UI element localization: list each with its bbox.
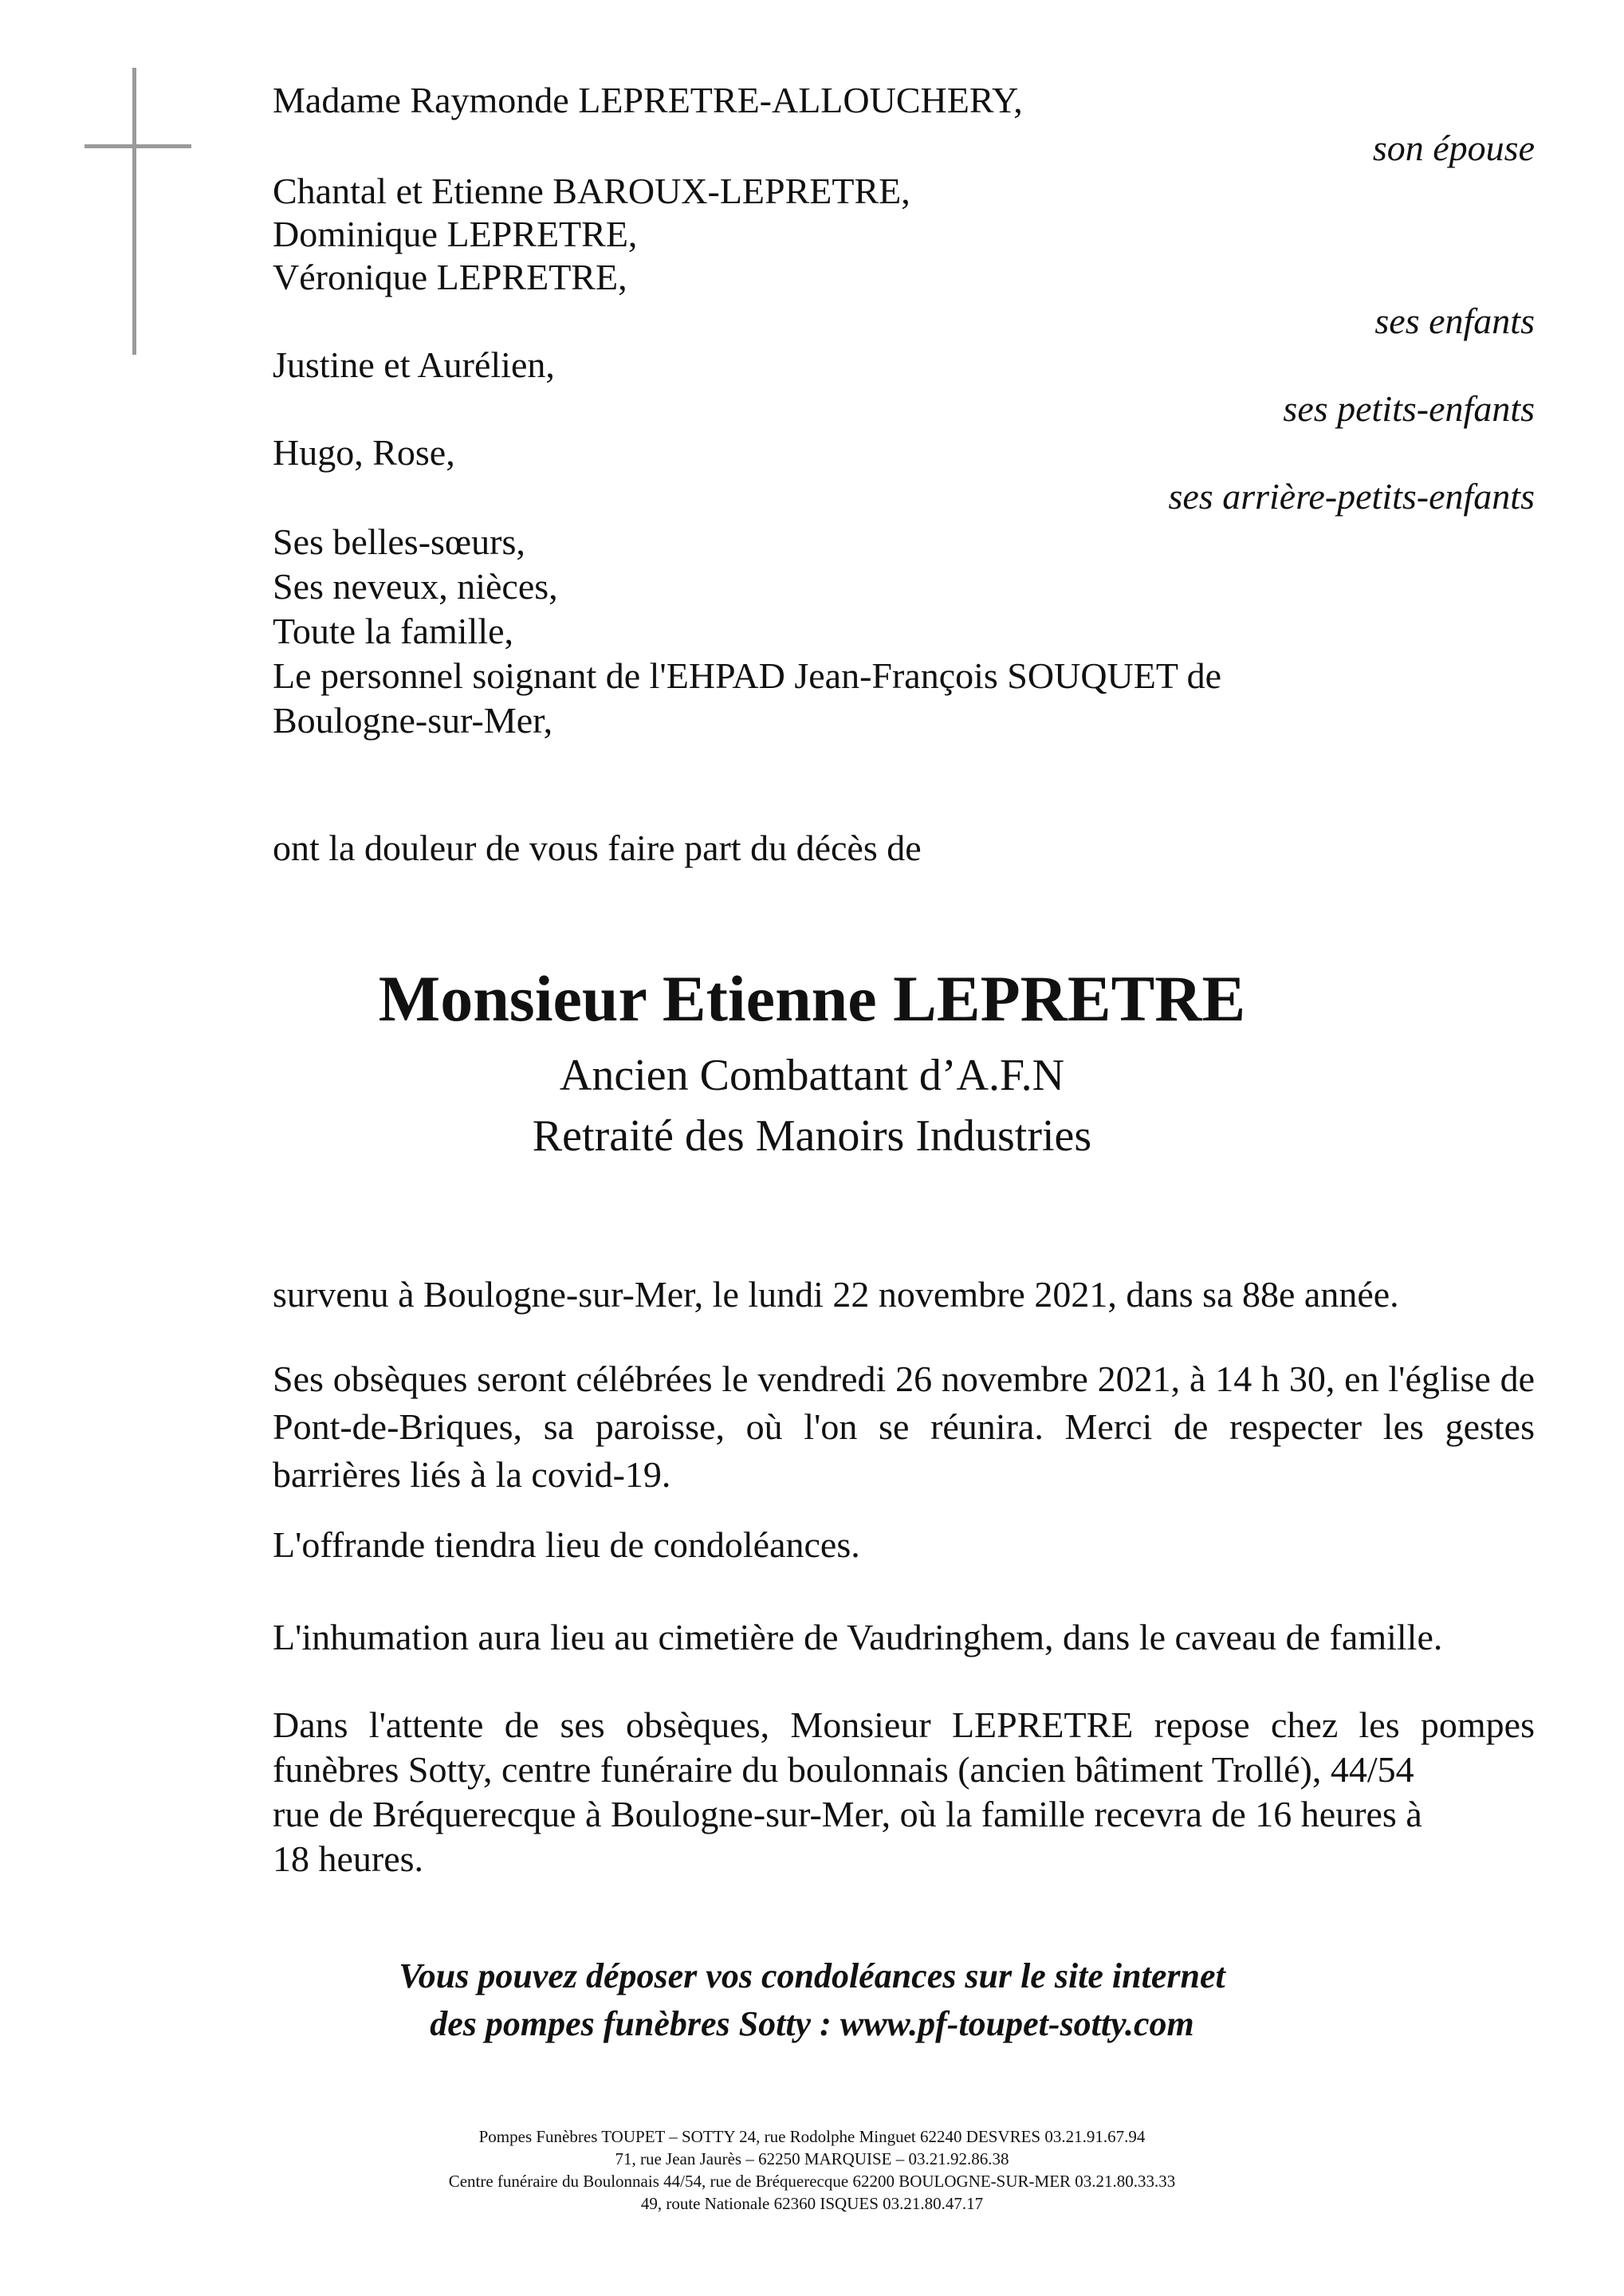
child-name: Véronique LEPRETRE, (273, 257, 627, 297)
cross-icon-bar (85, 144, 191, 148)
death-date-paragraph: survenu à Boulogne-sur-Mer, le lundi 22 novembre 2021, dans sa 88e année. (273, 1274, 1399, 1315)
family-line: Boulogne-sur-Mer, (273, 700, 553, 741)
resting-paragraph-line: 18 heures. (273, 1838, 424, 1879)
burial-paragraph: L'inhumation aura lieu au cimetière de Vaudringhem, dans le caveau de famille. (273, 1617, 1443, 1657)
footer-address-line: Pompes Funèbres TOUPET – SOTTY 24, rue Rodolphe Minguet 62240 DESVRES 03.21.91.67.94 (478, 2127, 1146, 2146)
child-name: Chantal et Etienne BAROUX-LEPRETRE, (273, 171, 910, 211)
resting-paragraph-line: funèbres Sotty, centre funéraire du boulonnais (ancien bâtiment Trollé), 44/54 (273, 1749, 1414, 1790)
relation-children: ses enfants (1374, 301, 1535, 341)
family-line: Le personnel soignant de l'EHPAD Jean-François SOUQUET de (273, 655, 1222, 696)
family-line: Ses belles-sœurs, (273, 521, 525, 562)
deceased-subtitle-veteran: Ancien Combattant d’A.F.N (559, 1051, 1065, 1100)
deceased-subtitle-retired: Retraité des Manoirs Industries (532, 1111, 1092, 1161)
footer-address-line: 71, rue Jean Jaurès – 62250 MARQUISE – 03.21.92.86.38 (615, 2149, 1009, 2168)
funeral-paragraph: Ses obsèques seront célébrées le vendredi 26 novembre 2021, à 14 h 30, en l'église de Pont-de-Briques, sa paroisse, où l'on se réunira. Merci de respecter les gestes barrières liés à la covid-19. (273, 1358, 1535, 1495)
resting-paragraph-line: rue de Bréquerecque à Boulogne-sur-Mer, où la famille recevra de 16 heures à (273, 1794, 1422, 1834)
relation-spouse: son épouse (1372, 128, 1535, 168)
cross-icon (132, 68, 136, 355)
grandchildren-names: Justine et Aurélien, (273, 344, 555, 385)
footer-address-line: Centre funéraire du Boulonnais 44/54, rue de Bréquerecque 62200 BOULOGNE-SUR-MER 03.21.80.33.33 (448, 2172, 1176, 2191)
condolences-cta-line1: Vous pouvez déposer vos condoléances sur le site internet (399, 1956, 1225, 1995)
resting-paragraph-line: Dans l'attente de ses obsèques, Monsieur LEPRETRE repose chez les pompes (273, 1704, 1535, 1745)
great-grandchildren-names: Hugo, Rose, (273, 432, 455, 473)
condolences-cta-line2: des pompes funèbres Sotty : www.pf-toupet-sotty.com (430, 2004, 1194, 2043)
footer-address-line: 49, route Nationale 62360 ISQUES 03.21.80.47.17 (640, 2194, 984, 2213)
family-line: Toute la famille, (273, 611, 514, 651)
family-line: Ses neveux, nièces, (273, 566, 558, 607)
announcement-text: ont la douleur de vous faire part du décès de (273, 828, 922, 868)
relation-grandchildren: ses petits-enfants (1283, 388, 1535, 429)
child-name: Dominique LEPRETRE, (273, 214, 638, 254)
deceased-name: Monsieur Etienne LEPRETRE (378, 962, 1246, 1035)
offering-paragraph: L'offrande tiendra lieu de condoléances. (273, 1524, 860, 1565)
relation-great-grandchildren: ses arrière-petits-enfants (1168, 476, 1535, 517)
spouse-name: Madame Raymonde LEPRETRE-ALLOUCHERY, (273, 80, 1023, 120)
